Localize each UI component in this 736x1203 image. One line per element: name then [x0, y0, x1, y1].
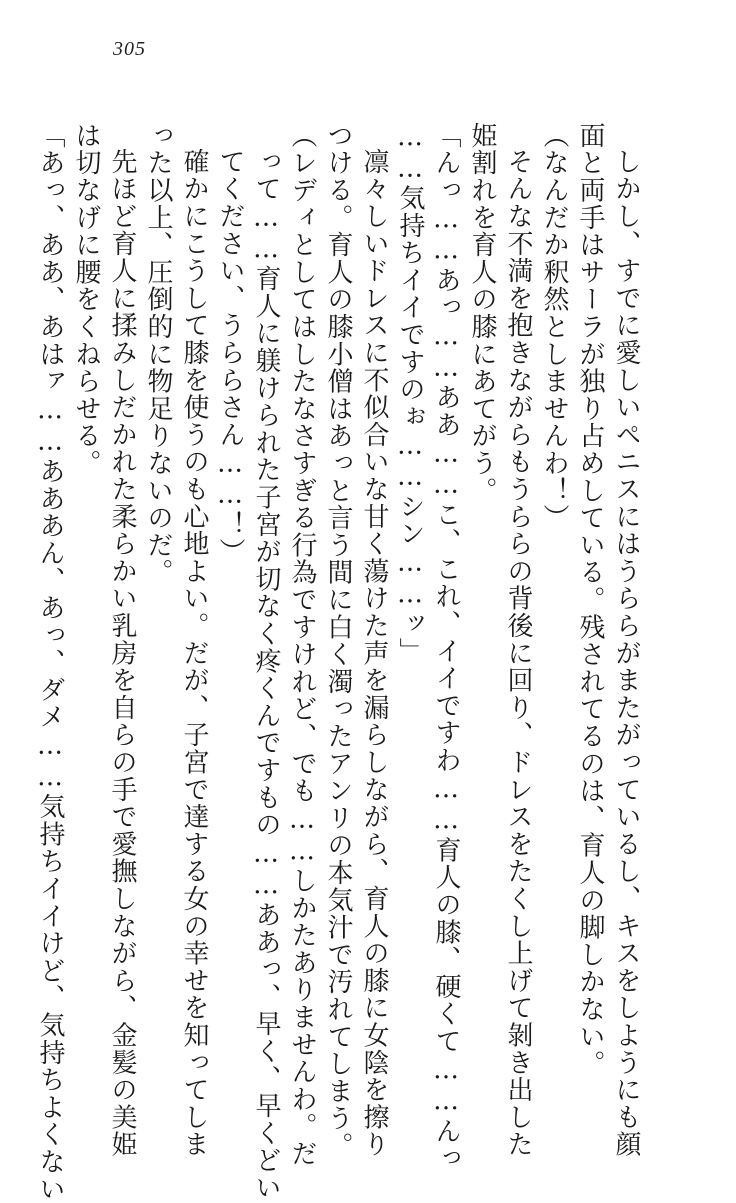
text-line: った以上、圧倒的に物足りないのだ。 [143, 122, 173, 587]
text-line: そんな不満を抱きながらもうららの背後に回り、ドレスをたくし上げて剝き出した [503, 148, 533, 1159]
text-line: （レディとしてはしたなさすぎる行為ですけれど、でも……しかたありませんわ。だ [287, 122, 317, 1168]
text-line: 「あっ、ああ、あはァ……あああん、あっ、ダメ……気持ちイイけど、気持ちよくない [35, 122, 65, 1203]
text-line: 確かにこうして膝を使うのも心地よい。だが、子宮で達する女の幸せを知ってしま [179, 148, 209, 1159]
novel-text-body [35, 122, 644, 1203]
text-line: 面と両手はサーラが独り占めしている。残されてるのは、育人の脚しかない。 [575, 122, 605, 1078]
text-line: ……気持ちイイですのぉ……シン……ッ」 [395, 122, 425, 665]
text-line: つける。育人の膝小僧はあっと言う間に白く濁ったアンリの本気汁で汚れてしまう。 [323, 122, 353, 1160]
text-line: って……育人に躾けられた子宮が切なく疼くんですもの……ああっ、早く、早くどい [251, 148, 281, 1202]
page-number: 305 [113, 38, 146, 60]
text-line: は切なげに腰をくねらせる。 [71, 122, 101, 477]
text-line: （なんだか釈然としませんわ！） [539, 122, 569, 532]
text-line: 「んっ……あっ……ああ……こ、これ、イイですわ……育人の膝、硬くて……んっ [431, 122, 461, 1173]
text-line: 凛々しいドレスに不似合いな甘く蕩けた声を漏らしながら、育人の膝に女陰を擦り [359, 148, 389, 1159]
text-line: しかし、すでに愛しいペニスにはうららがまたがっているし、キスをしようにも顔 [611, 148, 641, 1159]
text-line: てください、うららさん……！） [215, 148, 245, 566]
text-line: 先ほど育人に揉みしだかれた柔らかい乳房を自らの手で愛撫しながら、金髪の美姫 [107, 148, 137, 1159]
text-line: 姫割れを育人の膝にあてがう。 [467, 122, 497, 505]
